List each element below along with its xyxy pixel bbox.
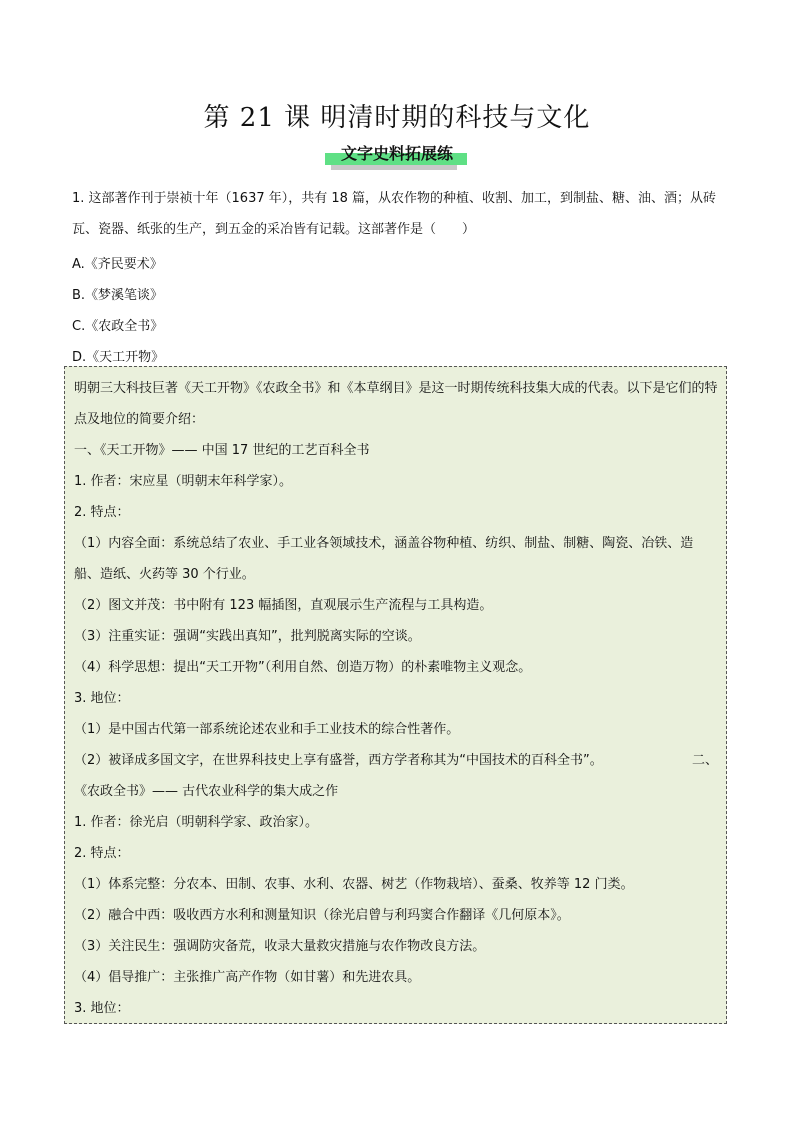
question-stem: 1. 这部著作刊于崇祯十年（1637 年），共有 18 篇，从农作物的种植、收割、加工，到制盐、糖、油、酒；从砖瓦、瓷器、纸张的生产，到五金的采冶皆有记载。这部著作是（ ） xyxy=(72,191,717,237)
material-line: （1）是中国古代第一部系统论述农业和手工业技术的综合性著作。 xyxy=(74,722,460,737)
option-a: A.《齐民要术》 xyxy=(72,257,163,272)
material-intro: 明朝三大科技巨著《天工开物》《农政全书》和《本草纲目》是这一时期传统科技集大成的代表。以下是它们的特点及地位的简要介绍： xyxy=(74,381,718,427)
question-block xyxy=(72,183,732,373)
section-heading-tiangong: 一、《天工开物》—— 中国 17 世纪的工艺百科全书 xyxy=(74,443,370,458)
material-line: 3. 地位： xyxy=(74,1001,130,1016)
material-line: （1）体系完整：分农本、田制、农事、水利、农器、树艺（作物栽培）、蚕桑、牧养等 12 门类。 xyxy=(74,877,634,892)
option-b: B.《梦溪笔谈》 xyxy=(72,288,164,303)
material-line: 2. 特点： xyxy=(74,505,130,520)
option-d: D.《天工开物》 xyxy=(72,350,165,365)
material-line: （4）倡导推广：主张推广高产作物（如甘薯）和先进农具。 xyxy=(74,970,421,985)
page-title: 第 21 课 明清时期的科技与文化 xyxy=(203,103,591,133)
section-heading-nongzheng: 《农政全书》—— 古代农业科学的集大成之作 xyxy=(74,784,339,799)
material-line: （3）关注民生：强调防灾备荒，收录大量救灾措施与农作物改良方法。 xyxy=(74,939,486,954)
subtitle-banner xyxy=(0,142,794,166)
material-line: （1）内容全面：系统总结了农业、手工业各领域技术，涵盖谷物种植、纺织、制盐、制糖、陶瓷、冶铁、造船、造纸、火药等 30 个行业。 xyxy=(74,536,694,582)
material-line: （2）融合中西：吸收西方水利和测量知识（徐光启曾与利玛窦合作翻译《几何原本》。 xyxy=(74,908,570,923)
material-line: 1. 作者：徐光启（明朝科学家、政治家）。 xyxy=(74,815,319,830)
section-number-two: 二、 xyxy=(691,753,718,768)
material-line: （4）科学思想：提出“天工开物”（利用自然、创造万物）的朴素唯物主义观念。 xyxy=(74,660,532,675)
option-c: C.《农政全书》 xyxy=(72,319,164,334)
material-line-text: （2）被译成多国文字，在世界科技史上享有盛誉，西方学者称其为“中国技术的百科全书”。 xyxy=(74,753,603,768)
material-line: （3）注重实证：强调“实践出真知”，批判脱离实际的空谈。 xyxy=(74,629,421,644)
material-line: （2）图文并茂：书中附有 123 幅插图，直观展示生产流程与工具构造。 xyxy=(74,598,493,613)
material-box xyxy=(64,366,727,1024)
material-line: 2. 特点： xyxy=(74,846,130,861)
material-line: 1. 作者：宋应星（明朝末年科学家）。 xyxy=(74,474,293,489)
subtitle: 文字史料拓展练 xyxy=(333,142,461,166)
material-line xyxy=(74,745,718,776)
material-line: 3. 地位： xyxy=(74,691,130,706)
